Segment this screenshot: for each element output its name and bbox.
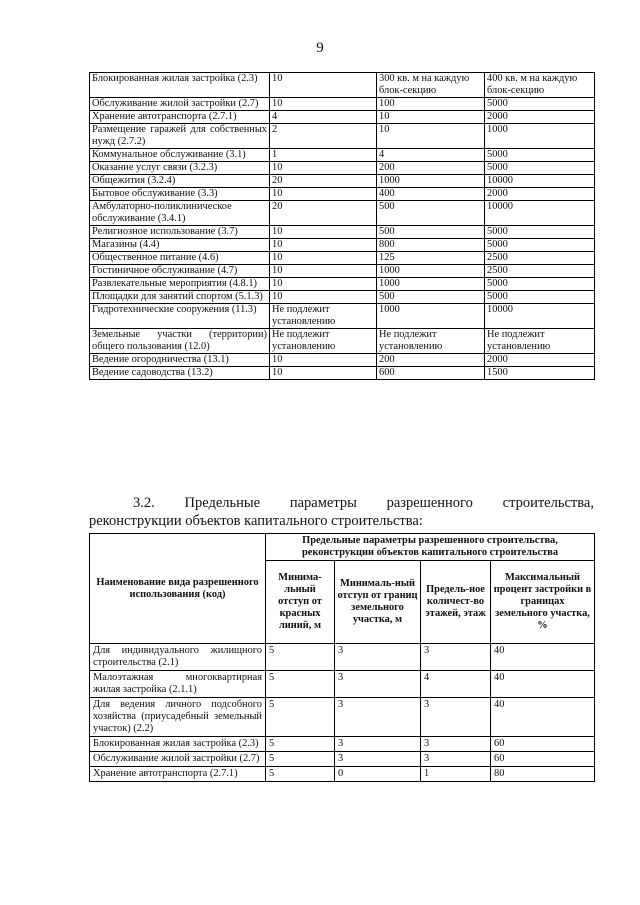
value-cell: 5000 bbox=[485, 162, 595, 175]
value-cell: 2500 bbox=[485, 265, 595, 278]
value-cell: 10 bbox=[270, 252, 377, 265]
heading-word: Предельные bbox=[184, 495, 261, 511]
use-name-cell: Магазины (4.4) bbox=[90, 239, 270, 252]
use-name-cell: Гидротехнические сооружения (11.3) bbox=[90, 304, 270, 329]
value-cell: 400 кв. м на каждую блок-секцию bbox=[485, 73, 595, 98]
value-cell: 10000 bbox=[485, 201, 595, 226]
use-name-cell: Земельные участки (территории) общего пользования (12.0) bbox=[90, 329, 270, 354]
value-cell: 3 bbox=[335, 698, 421, 737]
header-red-line-setback: Минима-льный отступ от красных линий, м bbox=[266, 561, 335, 644]
value-cell: 3 bbox=[335, 671, 421, 698]
value-cell: Не подлежит установлению bbox=[485, 329, 595, 354]
value-cell: 10 bbox=[270, 265, 377, 278]
value-cell: 3 bbox=[335, 752, 421, 767]
value-cell: 600 bbox=[377, 367, 485, 380]
use-name-cell: Размещение гаражей для собственных нужд (2.7.2) bbox=[90, 124, 270, 149]
value-cell: 10 bbox=[377, 111, 485, 124]
table-row bbox=[90, 226, 595, 239]
value-cell: 125 bbox=[377, 252, 485, 265]
use-name-cell: Для ведения личного подсобного хозяйства (приусадебный земельный участок) (2.2) bbox=[90, 698, 266, 737]
value-cell: 4 bbox=[377, 149, 485, 162]
value-cell: 3 bbox=[421, 644, 491, 671]
value-cell: Не подлежит установлению bbox=[270, 304, 377, 329]
header-permitted-use: Наименование вида разрешенного использования (код) bbox=[90, 534, 266, 644]
table-row bbox=[90, 278, 595, 291]
value-cell: 10 bbox=[270, 98, 377, 111]
value-cell: 0 bbox=[335, 767, 421, 782]
value-cell: 1 bbox=[270, 149, 377, 162]
use-name-cell: Коммунальное обслуживание (3.1) bbox=[90, 149, 270, 162]
value-cell: 40 bbox=[491, 671, 595, 698]
value-cell: 80 bbox=[491, 767, 595, 782]
value-cell: 500 bbox=[377, 226, 485, 239]
table-row bbox=[90, 354, 595, 367]
table-row bbox=[90, 698, 595, 737]
value-cell: 3 bbox=[335, 737, 421, 752]
table-row bbox=[90, 201, 595, 226]
value-cell: 3 bbox=[421, 698, 491, 737]
value-cell: 10 bbox=[377, 124, 485, 149]
use-name-cell: Ведение садоводства (13.2) bbox=[90, 367, 270, 380]
value-cell: 500 bbox=[377, 291, 485, 304]
value-cell: 2 bbox=[270, 124, 377, 149]
section-heading bbox=[89, 494, 594, 530]
value-cell: 10 bbox=[270, 278, 377, 291]
value-cell: 200 bbox=[377, 162, 485, 175]
table-row bbox=[90, 188, 595, 201]
table-row bbox=[90, 767, 595, 782]
table-row bbox=[90, 737, 595, 752]
value-cell: 1000 bbox=[377, 278, 485, 291]
value-cell: 5000 bbox=[485, 278, 595, 291]
value-cell: Не подлежит установлению bbox=[377, 329, 485, 354]
value-cell: 2000 bbox=[485, 354, 595, 367]
use-name-cell: Гостиничное обслуживание (4.7) bbox=[90, 265, 270, 278]
heading-word: строительства, bbox=[502, 495, 594, 511]
value-cell: 10 bbox=[270, 188, 377, 201]
use-name-cell: Общественное питание (4.6) bbox=[90, 252, 270, 265]
use-name-cell: Блокированная жилая застройка (2.3) bbox=[90, 73, 270, 98]
value-cell: 5000 bbox=[485, 149, 595, 162]
value-cell: 10 bbox=[270, 162, 377, 175]
value-cell: 5 bbox=[266, 737, 335, 752]
heading-word: разрешенного bbox=[386, 495, 473, 511]
value-cell: 2000 bbox=[485, 111, 595, 124]
value-cell: 3 bbox=[421, 752, 491, 767]
value-cell: 10 bbox=[270, 226, 377, 239]
value-cell: 10 bbox=[270, 354, 377, 367]
value-cell: 500 bbox=[377, 201, 485, 226]
use-name-cell: Оказание услуг связи (3.2.3) bbox=[90, 162, 270, 175]
value-cell: 60 bbox=[491, 737, 595, 752]
value-cell: 1000 bbox=[377, 265, 485, 278]
value-cell: 10 bbox=[270, 291, 377, 304]
heading-word: параметры bbox=[289, 495, 357, 511]
value-cell: 800 bbox=[377, 239, 485, 252]
table-row bbox=[90, 671, 595, 698]
use-name-cell: Общежития (3.2.4) bbox=[90, 175, 270, 188]
use-name-cell: Обслуживание жилой застройки (2.7) bbox=[90, 752, 266, 767]
value-cell: 2000 bbox=[485, 188, 595, 201]
table-row bbox=[90, 111, 595, 124]
table-row bbox=[90, 304, 595, 329]
table-row bbox=[90, 98, 595, 111]
value-cell: 400 bbox=[377, 188, 485, 201]
value-cell: 5 bbox=[266, 698, 335, 737]
value-cell: 5 bbox=[266, 671, 335, 698]
value-cell: 4 bbox=[270, 111, 377, 124]
use-name-cell: Площадки для занятий спортом (5.1.3) bbox=[90, 291, 270, 304]
value-cell: 4 bbox=[421, 671, 491, 698]
value-cell: 1000 bbox=[377, 304, 485, 329]
use-name-cell: Развлекательные мероприятия (4.8.1) bbox=[90, 278, 270, 291]
header-boundary-setback: Минималь-ный отступ от границ земельного участка, м bbox=[335, 561, 421, 644]
value-cell: 1500 bbox=[485, 367, 595, 380]
land-plot-size-table bbox=[89, 72, 595, 380]
value-cell: 100 bbox=[377, 98, 485, 111]
value-cell: 5000 bbox=[485, 98, 595, 111]
header-max-floors: Предель-ное количест-во этажей, этаж bbox=[421, 561, 491, 644]
value-cell: 300 кв. м на каждую блок-секцию bbox=[377, 73, 485, 98]
value-cell: 10000 bbox=[485, 175, 595, 188]
value-cell: 5 bbox=[266, 644, 335, 671]
value-cell: 5000 bbox=[485, 239, 595, 252]
section-number: 3.2. bbox=[133, 495, 155, 511]
value-cell: 1000 bbox=[485, 124, 595, 149]
value-cell: 5000 bbox=[485, 291, 595, 304]
use-name-cell: Амбулаторно-поликлиническое обслуживание (3.4.1) bbox=[90, 201, 270, 226]
header-parameters-group: Предельные параметры разрешенного строительства, реконструкции объектов капитального строительства bbox=[266, 534, 595, 561]
table-row bbox=[90, 644, 595, 671]
value-cell: 60 bbox=[491, 752, 595, 767]
value-cell: 40 bbox=[491, 644, 595, 671]
table-row bbox=[90, 291, 595, 304]
use-name-cell: Хранение автотранспорта (2.7.1) bbox=[90, 111, 270, 124]
use-name-cell: Бытовое обслуживание (3.3) bbox=[90, 188, 270, 201]
value-cell: 20 bbox=[270, 201, 377, 226]
section-heading-line1 bbox=[89, 494, 594, 512]
table-row bbox=[90, 752, 595, 767]
value-cell: 40 bbox=[491, 698, 595, 737]
value-cell: 20 bbox=[270, 175, 377, 188]
table-row bbox=[90, 329, 595, 354]
value-cell: 3 bbox=[335, 644, 421, 671]
table-row bbox=[90, 239, 595, 252]
value-cell: 5000 bbox=[485, 226, 595, 239]
value-cell: 10 bbox=[270, 73, 377, 98]
value-cell: 10 bbox=[270, 239, 377, 252]
value-cell: 10 bbox=[270, 367, 377, 380]
table-row bbox=[90, 124, 595, 149]
value-cell: 1 bbox=[421, 767, 491, 782]
table-row bbox=[90, 73, 595, 98]
table-row bbox=[90, 162, 595, 175]
table-row bbox=[90, 265, 595, 278]
value-cell: 2500 bbox=[485, 252, 595, 265]
use-name-cell: Для индивидуального жилищного строительства (2.1) bbox=[90, 644, 266, 671]
table-row bbox=[90, 149, 595, 162]
value-cell: 10000 bbox=[485, 304, 595, 329]
use-name-cell: Хранение автотранспорта (2.7.1) bbox=[90, 767, 266, 782]
table-row bbox=[90, 252, 595, 265]
value-cell: 1000 bbox=[377, 175, 485, 188]
use-name-cell: Малоэтажная многоквартирная жилая застройка (2.1.1) bbox=[90, 671, 266, 698]
table-row bbox=[90, 367, 595, 380]
value-cell: 200 bbox=[377, 354, 485, 367]
value-cell: 5 bbox=[266, 752, 335, 767]
use-name-cell: Обслуживание жилой застройки (2.7) bbox=[90, 98, 270, 111]
use-name-cell: Ведение огородничества (13.1) bbox=[90, 354, 270, 367]
use-name-cell: Блокированная жилая застройка (2.3) bbox=[90, 737, 266, 752]
table-row bbox=[90, 175, 595, 188]
section-heading-line2: реконструкции объектов капитального строительства: bbox=[89, 513, 423, 529]
value-cell: 3 bbox=[421, 737, 491, 752]
value-cell: Не подлежит установлению bbox=[270, 329, 377, 354]
value-cell: 5 bbox=[266, 767, 335, 782]
building-parameters-table bbox=[89, 533, 595, 782]
use-name-cell: Религиозное использование (3.7) bbox=[90, 226, 270, 239]
page-number: 9 bbox=[316, 40, 324, 56]
header-max-coverage: Максимальный процент застройки в границах земельного участка, % bbox=[491, 561, 595, 644]
